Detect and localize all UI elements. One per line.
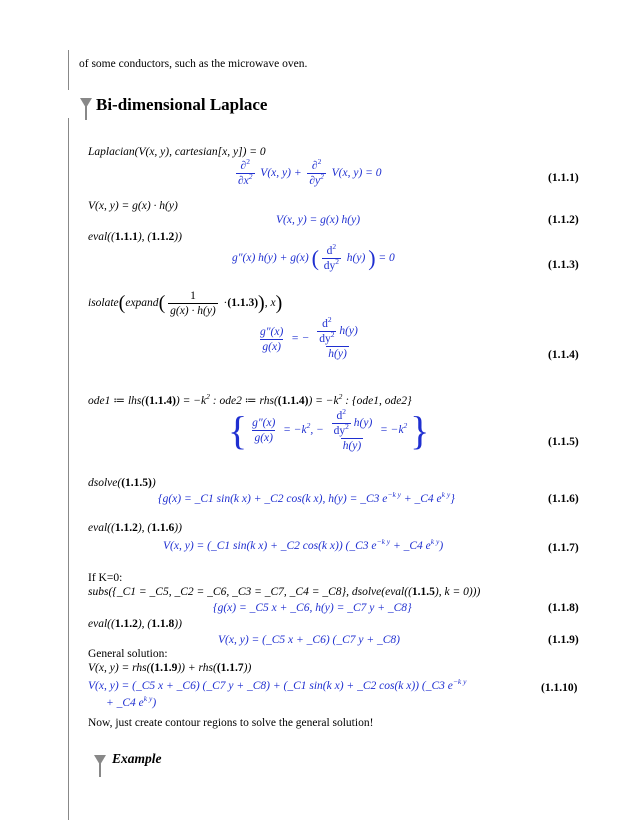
section-bar bbox=[68, 118, 69, 768]
eq-label-1-1-8: (1.1.8) bbox=[548, 602, 579, 614]
input-general[interactable]: V(x, y) = rhs((1.1.9)) + rhs((1.1.7)) bbox=[88, 662, 252, 674]
section-bar-top bbox=[68, 50, 69, 90]
input-separation[interactable]: V(x, y) = g(x) · h(y) bbox=[88, 200, 178, 212]
output-1-1-2: V(x, y) = g(x) h(y) bbox=[276, 214, 361, 226]
input-isolate[interactable]: isolate(expand( $\frac{1}{g(x) \cdot h(y)}$ ·(1.1.3)), x) bbox=[88, 290, 283, 317]
output-1-1-8: {g(x) = _C5 x + _C6, h(y) = _C7 y + _C8} bbox=[213, 602, 412, 614]
input-eval-2[interactable]: eval((1.1.2), (1.1.6)) bbox=[88, 522, 182, 534]
intro-text: of some conductors, such as the microwave oven. bbox=[79, 58, 308, 70]
output-1-1-6: {g(x) = _C1 sin(k x) + _C2 cos(k x), h(y) = _C3 $e^{-k y}$ + _C4 $e^{k y}$} bbox=[158, 490, 455, 505]
output-1-1-1: $\frac{\partial^2}{\partial x^2}$ V(x, y) + $\frac{\partial^2}{\partial y^2}$ V(x, y) = 0 bbox=[238, 157, 382, 187]
final-text: Now, just create contour regions to solve the general solution! bbox=[88, 717, 374, 729]
subsection-bar bbox=[68, 760, 69, 820]
output-1-1-9: V(x, y) = (_C5 x + _C6) (_C7 y + _C8) bbox=[218, 634, 401, 646]
input-laplacian[interactable]: Laplacian(V(x, y), cartesian[x, y]) = 0 bbox=[88, 146, 266, 158]
eq-label-1-1-2: (1.1.2) bbox=[548, 214, 579, 226]
subsection-title: Example bbox=[112, 751, 162, 766]
output-1-1-7: V(x, y) = (_C1 sin(k x) + _C2 cos(k x)) (_C3 $e^{-k y}$ + _C4 $e^{k y}$) bbox=[163, 537, 444, 552]
output-1-1-10-line1: V(x, y) = (_C5 x + _C6) (_C7 y + _C8) + (_C1 sin(k x) + _C2 cos(k x)) (_C3 $e^{-k y}$ bbox=[88, 677, 467, 692]
input-ode[interactable]: ode1 ≔ $lhs((1.1.4)) = -k^2$ : ode2 ≔ $rhs((1.1.4)) = -k^2$ : {ode1, ode2} bbox=[88, 392, 412, 407]
input-dsolve[interactable]: dsolve((1.1.5)) bbox=[88, 477, 156, 489]
eq-label-1-1-10: (1.1.10) bbox=[541, 682, 578, 694]
input-eval-3[interactable]: eval((1.1.2), (1.1.8)) bbox=[88, 618, 182, 630]
eq-label-1-1-7: (1.1.7) bbox=[548, 542, 579, 554]
output-1-1-10-line2: + _C4 $e^{k y}$) bbox=[106, 694, 157, 709]
eq-label-1-1-3: (1.1.3) bbox=[548, 259, 579, 271]
output-1-1-5: { $\frac{g''(x)}{g(x)}$ = $-k^2$, − $\frac{d^2}{dy^2}$ h(y) h(y) = $-k^2$ } bbox=[228, 406, 430, 453]
text-general-solution: General solution: bbox=[88, 648, 168, 660]
collapse-stem-example bbox=[99, 763, 101, 777]
eq-label-1-1-5: (1.1.5) bbox=[548, 436, 579, 448]
text-if-k0: If K=0: bbox=[88, 572, 123, 584]
input-subs[interactable]: subs({_C1 = _C5, _C2 = _C6, _C3 = _C7, _C4 = _C8}, dsolve(eval((1.1.5), k = 0))) bbox=[88, 586, 481, 598]
section-title: Bi-dimensional Laplace bbox=[96, 95, 268, 114]
eq-label-1-1-9: (1.1.9) bbox=[548, 634, 579, 646]
eq-label-1-1-1: (1.1.1) bbox=[548, 172, 579, 184]
collapse-stem bbox=[85, 106, 87, 120]
eq-label-1-1-4: (1.1.4) bbox=[548, 349, 579, 361]
input-eval-1[interactable]: eval((1.1.1), (1.1.2)) bbox=[88, 231, 182, 243]
eq-label-1-1-6: (1.1.6) bbox=[548, 493, 579, 505]
output-1-1-3: g″(x) h(y) + g(x) ( $\frac{d^2}{dy^2}$ h(y) ) = 0 bbox=[232, 242, 395, 272]
output-1-1-4: $\frac{g''(x)}{g(x)}$ = − $\frac{d^2}{dy^2}$ h(y) h(y) bbox=[260, 315, 358, 360]
